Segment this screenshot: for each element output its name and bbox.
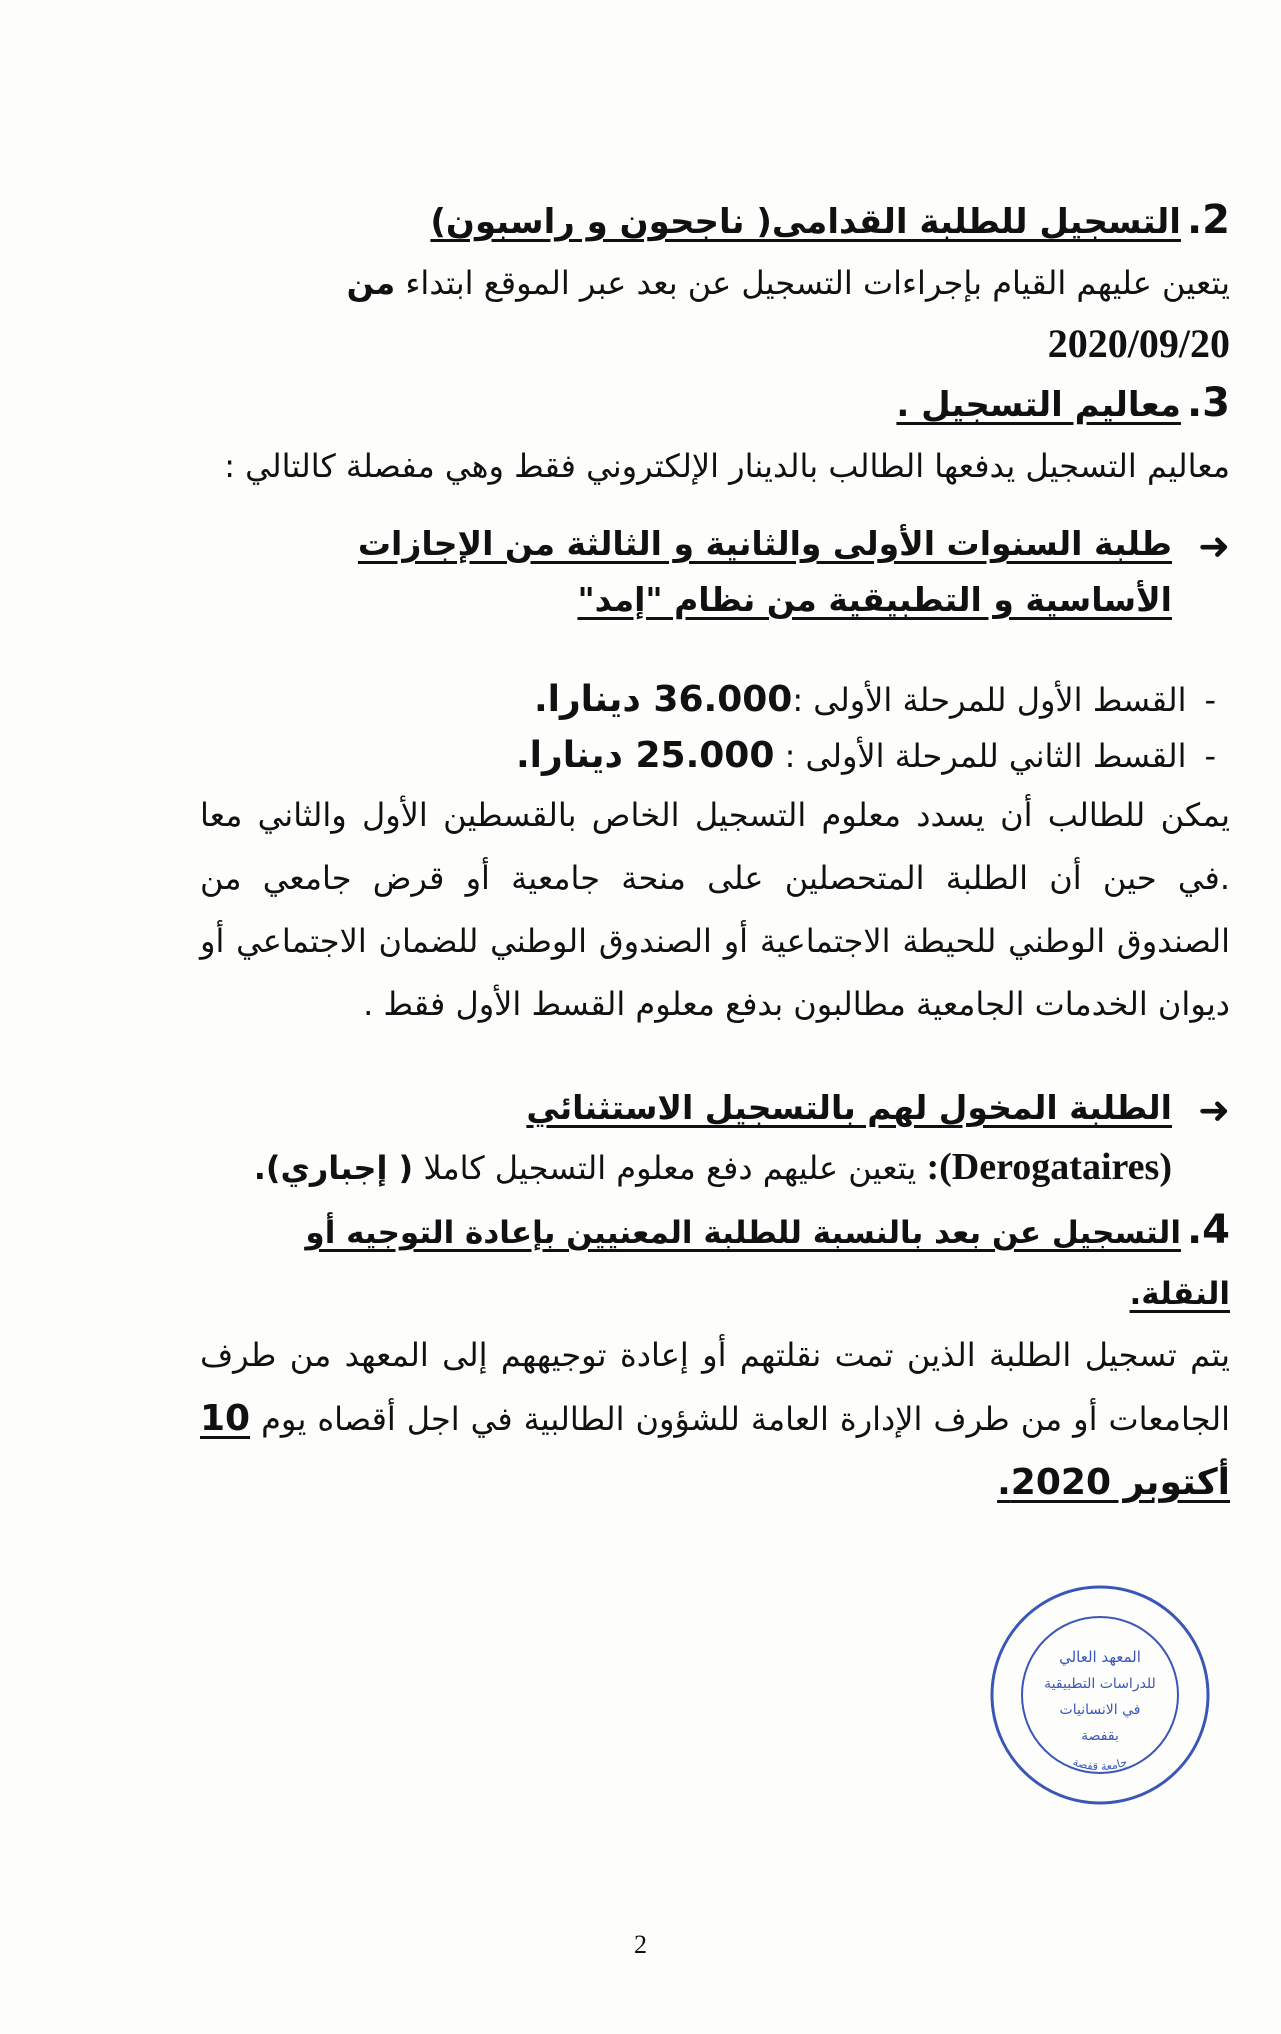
installment-1-amount: 36.000 دينارا. <box>533 679 793 720</box>
section-3-number: 3. <box>1186 380 1230 426</box>
section-2-body-bold: من <box>346 264 396 302</box>
installment-2-amount: 25.000 دينارا. <box>515 735 775 776</box>
institute-stamp <box>985 1580 1215 1810</box>
section-4-text <box>200 1324 1230 1515</box>
section-4-number: 4. <box>1186 1207 1230 1253</box>
section-2-heading <box>200 190 1230 252</box>
page-number: 2 <box>634 1930 647 1959</box>
section-4-heading <box>200 1200 1230 1324</box>
group-1-heading-line-1: طلبة السنوات الأولى والثانية و الثالثة من الإجازات <box>357 524 1172 563</box>
stamp-line-1: المعهد العالي <box>1059 1648 1141 1666</box>
group-2-text <box>200 1136 1230 1200</box>
section-2-text <box>200 252 1230 315</box>
stamp-line-3: في الانسانيات <box>1059 1702 1141 1718</box>
arrow-left-icon: ➜ <box>1198 1088 1230 1132</box>
section-3-text: معاليم التسجيل يدفعها الطالب بالدينار الإلكتروني فقط وهي مفصلة كالتالي : <box>224 447 1230 485</box>
group-2-body: يتعين عليهم دفع معلوم التسجيل كاملا <box>423 1149 917 1187</box>
section-3-heading <box>200 373 1230 435</box>
stamp-inner-ring <box>1022 1617 1178 1773</box>
group-2-heading-text: الطلبة المخول لهم بالتسجيل الاستثنائي <box>526 1088 1172 1127</box>
section-2-number: 2. <box>1186 197 1230 243</box>
section-4-date: 10 أكتوبر 2020. <box>200 1398 1230 1503</box>
section-3-body: يمكن للطالب أن يسدد معلوم التسجيل الخاص بالقسطين الأول والثاني معا .في حين أن الطلبة المتحصلين على منحة جامعية أو قرض جامعي من الصندوق الوطني للحيطة الاجتماعية أو الصندوق الوطني للضمان الاجتماعي أو ديوان الخدمات الجامعية مطالبون بدفع معلوم القسط الأول فقط . <box>200 796 1230 1023</box>
group-2-heading <box>200 1080 1230 1136</box>
section-2-body: يتعين عليهم القيام بإجراءات التسجيل عن بعد عبر الموقع ابتداء <box>405 264 1230 302</box>
stamp-line-4: بقفصة <box>1081 1728 1119 1744</box>
group-1-heading <box>200 516 1230 628</box>
group-2-body-bold: ( إجباري). <box>253 1149 414 1187</box>
derogataires-term: (Derogataires): <box>926 1146 1172 1188</box>
installment-2-label: القسط الثاني للمرحلة الأولى : <box>784 737 1187 775</box>
stamp-ring-bottom-text: جامعة قفصة <box>1071 1755 1129 1774</box>
installment-2: -القسط الثاني للمرحلة الأولى : 25.000 دينارا. <box>515 735 1216 776</box>
group-1-heading-line-2: الأساسية و التطبيقية من نظام "إمد" <box>577 580 1172 619</box>
installment-1: -القسط الأول للمرحلة الأولى :36.000 دينارا. <box>533 679 1216 720</box>
stamp-line-2: للدراسات التطبيقية <box>1044 1676 1156 1692</box>
section-2-date: 2020/09/20 <box>1047 321 1230 366</box>
section-4-title: التسجيل عن بعد بالنسبة للطلبة المعنيين بإعادة التوجيه أو النقلة. <box>305 1215 1230 1312</box>
section-4-body: يتم تسجيل الطلبة الذين تمت نقلتهم أو إعادة توجيههم إلى المعهد من طرف الجامعات أو من طرف الإدارة العامة للشؤون الطالبية في اجل أقصاه يوم <box>200 1336 1230 1438</box>
section-3-title: معاليم التسجيل . <box>896 385 1181 425</box>
installment-1-label: القسط الأول للمرحلة الأولى : <box>792 681 1187 719</box>
document-body <box>200 190 1230 1515</box>
section-2-title: التسجيل للطلبة القدامى( ناجحون و راسبون) <box>430 202 1181 242</box>
arrow-left-icon: ➜ <box>1198 524 1230 568</box>
